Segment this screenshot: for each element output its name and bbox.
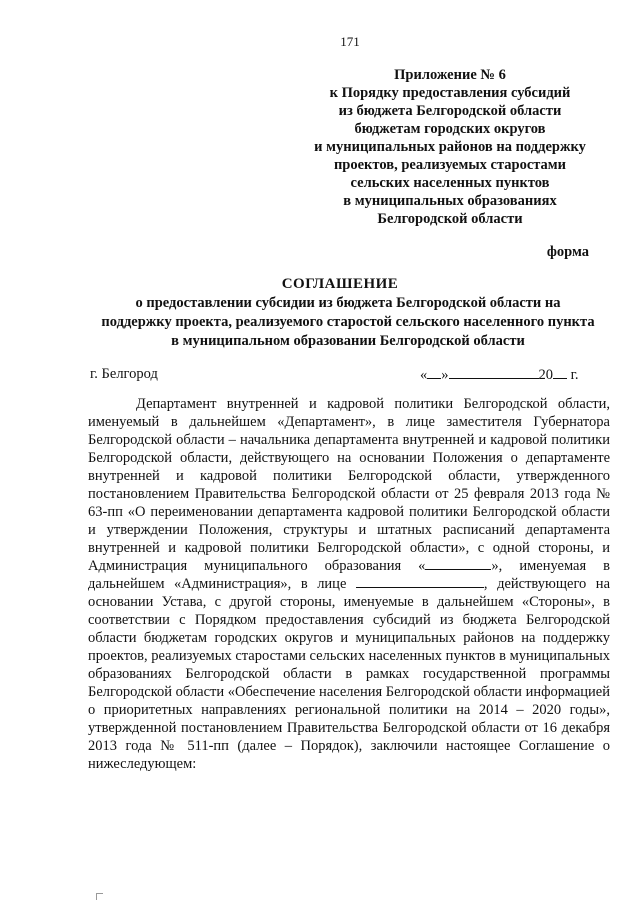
date-open-quote: « (420, 367, 428, 383)
agreement-body (88, 395, 610, 773)
day-blank (427, 366, 441, 379)
appendix-line: к Порядку предоставления субсидий (329, 85, 571, 101)
year-prefix: 20 (538, 367, 553, 383)
subtitle-line: о предоставлении субсидии из бюджета Белгородской области на (135, 295, 561, 311)
appendix-line: и муниципальных районов на поддержку (314, 139, 586, 155)
form-label: форма (546, 244, 589, 260)
body-paragraph (88, 395, 610, 773)
appendix-line: в муниципальных образованиях (343, 193, 557, 209)
appendix-line: сельских населенных пунктов (350, 175, 550, 191)
appendix-line: Белгородской области (377, 211, 523, 227)
subtitle-line: поддержку проекта, реализуемого старостой сельского населенного пункта (101, 314, 595, 330)
document-subtitle (88, 294, 608, 351)
body-text-part: , действующего на основании Устава, с другой стороны, именуемые в дальнейшем «Стороны», в соответствии с Порядком предоставления субсидий из бюджета Белгородской области бюджетам городских округов и муниципальных районов на поддержку проектов, реализуемых старостами сельских населенных пунктов в муниципальных образованиях Белгородской области в рамках государственной программы Белгородской области «Обеспечение населения Белгородской области информацией о приоритетных направлениях региональной политики на 2014 – 2020 годы», утвержденной постановлением Правительства Белгородской области от 16 декабря 2013 года № 511-пп (далее – Порядок), заключили настоящее Соглашение о нижеследующем: (88, 576, 611, 772)
date-line (420, 366, 579, 384)
municipality-blank (425, 557, 491, 570)
year-suffix: г. (567, 367, 579, 383)
representative-blank (356, 575, 484, 588)
subtitle-line: в муниципальном образовании Белгородской области (171, 333, 525, 349)
month-blank (449, 366, 539, 379)
appendix-line: бюджетам городских округов (354, 121, 546, 137)
appendix-line: Приложение № 6 (394, 67, 506, 83)
appendix-header (300, 66, 600, 228)
corner-mark (96, 893, 103, 900)
appendix-line: из бюджета Белгородской области (338, 103, 562, 119)
body-text-part: », именуемая в дальнейшем «Администрация», в лице (88, 558, 610, 592)
appendix-line: проектов, реализуемых старостами (333, 157, 567, 173)
document-title: СОГЛАШЕНИЕ (281, 276, 399, 292)
date-close-quote: » (441, 367, 449, 383)
city-label: г. Белгород (90, 366, 158, 382)
page-number: 171 (340, 34, 360, 49)
body-text-part: Департамент внутренней и кадровой политики Белгородской области, именуемый в дальнейшем «Департамент», в лице заместителя Губернатора Белгородской области – начальника департамента внутренней и кадровой политики Белгородской области, действующего на основании Положения о департаменте внутренней и кадровой политики Белгородской области, утвержденного постановлением Правительства Белгородской области от 25 февраля 2013 года № 63-пп «О переименовании департамента кадровой политики Белгородской области и утверждении Положения, структуры и штатных расписаний департамента внутренней и кадровой политики Белгородской области», с одной стороны, и Администрация муниципального образования « (88, 396, 610, 574)
year-blank (553, 366, 567, 379)
